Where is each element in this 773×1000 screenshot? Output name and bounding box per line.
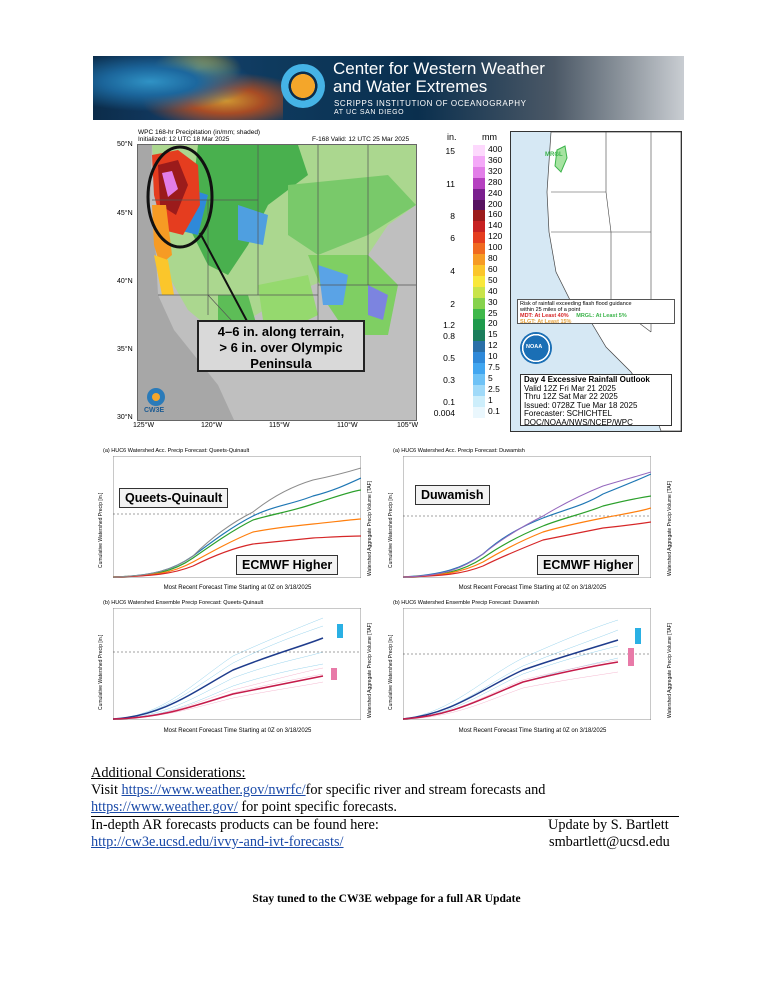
ero-info-title: Day 4 Excessive Rainfall Outlook xyxy=(524,375,650,384)
indepth-text: In-depth AR forecasts products can be found here: xyxy=(91,817,379,833)
colorbar-mm-label: 200 xyxy=(488,198,503,209)
colorbar-in-label: 0.3 xyxy=(443,374,455,385)
colorbar-mm-label: 240 xyxy=(488,187,503,198)
queets-ens-plot xyxy=(113,608,361,720)
update-by: Update by S. Bartlett xyxy=(548,817,669,833)
panel-queets-ens xyxy=(95,600,380,740)
colorbar-swatch xyxy=(473,167,485,178)
ero-legend-line2: within 25 miles of a point xyxy=(520,307,581,313)
panel-ylabel-left: Cumulative Watershed Precip [in.] xyxy=(388,634,394,710)
ero-mdt: MDT: At Least 40% xyxy=(520,313,569,319)
colorbar-swatch xyxy=(473,396,485,407)
colorbar-mm-label: 10 xyxy=(488,351,498,362)
lat-label: 45°N xyxy=(117,210,133,217)
panel-label: Duwamish xyxy=(415,485,490,505)
panel-ylabel-right: Watershed Aggregate Precip Volume [TAF] xyxy=(667,622,673,718)
colorbar-mm-label: 280 xyxy=(488,176,503,187)
colorbar-mm-label: 100 xyxy=(488,242,503,253)
colorbar-mm-label: 320 xyxy=(488,165,503,176)
colorbar-swatch xyxy=(473,341,485,352)
colorbar-mm-label: 80 xyxy=(488,253,498,263)
colorbar-swatch xyxy=(473,385,485,396)
colorbar-in-label: 4 xyxy=(450,265,455,276)
colorbar-mm-label: 0.1 xyxy=(488,405,500,416)
colorbar-swatch xyxy=(473,156,485,167)
lon-label: 105°W xyxy=(397,422,419,429)
colorbar-swatch xyxy=(473,319,485,330)
panel-duwamish-acc xyxy=(385,448,680,596)
ero-legend xyxy=(517,299,675,324)
point-forecast-text: for point specific forecasts. xyxy=(237,799,397,815)
panel-xlabel: Most Recent Forecast Time Starting at 0Z on 3/18/2025 xyxy=(458,585,607,591)
colorbar-in-label: 1.2 xyxy=(443,320,455,331)
map-valid: F-168 Valid: 12 UTC 25 Mar 2025 xyxy=(312,136,410,143)
colorbar-mm-label: 400 xyxy=(488,144,503,154)
colorbar-in-label: 0.5 xyxy=(443,353,455,364)
colorbar-swatch xyxy=(473,407,485,418)
visit-line xyxy=(91,782,545,799)
colorbar-mm-label: 140 xyxy=(488,220,503,231)
duwamish-ens-plot xyxy=(403,608,651,720)
colorbar-swatch xyxy=(473,210,485,221)
colorbar-swatch xyxy=(473,243,485,254)
panel-ylabel-left: Cumulative Watershed Precip [in.] xyxy=(388,492,394,568)
panel-xlabel: Most Recent Forecast Time Starting at 0Z on 3/18/2025 xyxy=(163,728,312,734)
visit-text: Visit xyxy=(91,782,122,798)
colorbar-unit-mm: mm xyxy=(482,132,497,142)
banner-org-line2: AT UC SAN DIEGO xyxy=(334,109,405,116)
stay-tuned: Stay tuned to the CW3E webpage for a full AR Update xyxy=(252,893,521,905)
panel-label: Queets-Quinault xyxy=(119,488,228,508)
panel-title: (b) HUC6 Watershed Ensemble Precip Forecast: Duwamish xyxy=(393,600,539,606)
colorbar-swatch xyxy=(473,330,485,341)
banner-org-line1: SCRIPPS INSTITUTION OF OCEANOGRAPHY xyxy=(334,99,527,108)
colorbar-mm-label: 15 xyxy=(488,329,498,340)
cw3e-logo-icon xyxy=(281,64,325,108)
colorbar-in-label: 0.1 xyxy=(443,396,455,407)
colorbar-mm-label: 120 xyxy=(488,231,503,242)
colorbar-swatch xyxy=(473,298,485,309)
cw3e-forecasts-link[interactable]: http://cw3e.ucsd.edu/ivvy-and-ivt-forecasts/ xyxy=(91,834,344,850)
colorbar-in-label: 0.8 xyxy=(443,331,455,342)
panel-ylabel-left: Cumulative Watershed Precip [in.] xyxy=(98,634,104,710)
colorbar-mm-label: 40 xyxy=(488,285,498,296)
colorbar-in-label: 6 xyxy=(450,233,455,244)
visit-text-2: for specific river and stream forecasts and xyxy=(305,782,546,798)
colorbar-swatch xyxy=(473,221,485,232)
ero-info-line: Forecaster: SCHICHTEL xyxy=(524,409,613,419)
colorbar-in-label: 15 xyxy=(445,146,455,156)
colorbar-swatch xyxy=(473,265,485,276)
banner-title-line1: Center for Western Weather xyxy=(333,59,545,78)
colorbar-swatch xyxy=(473,363,485,374)
panel-title: (b) HUC6 Watershed Ensemble Precip Forecast: Queets-Quinault xyxy=(103,600,264,606)
lon-label: 120°W xyxy=(201,422,223,429)
ero-legend-line1: Risk of rainfall exceeding flash flood guidance xyxy=(520,301,632,307)
callout-line2: > 6 in. over Olympic xyxy=(219,340,343,355)
lat-label: 40°N xyxy=(117,278,133,285)
colorbar-mm-label: 5 xyxy=(488,372,493,383)
cw3e-banner xyxy=(93,56,684,120)
point-forecast-line xyxy=(91,799,397,816)
ero-slgt: SLGT: At Least 15% xyxy=(520,319,572,325)
map-cw3e-logo: CW3E xyxy=(144,407,165,414)
panel-ylabel-right: Watershed Aggregate Precip Volume [TAF] xyxy=(667,480,673,576)
map-initialized: Initialized: 12 UTC 18 Mar 2025 xyxy=(138,136,230,143)
colorbar-mm-label: 12 xyxy=(488,340,498,351)
colorbar-swatch xyxy=(473,145,485,156)
precip-map-canvas xyxy=(137,144,417,421)
colorbar-in-label: 2 xyxy=(450,298,455,309)
panel-title: (a) HUC6 Watershed Acc. Precip Forecast: Queets-Quinault xyxy=(103,448,250,454)
nwrfc-link[interactable]: https://www.weather.gov/nwrfc/ xyxy=(121,782,306,798)
ero-info-line: Valid 12Z Fri Mar 21 2025 xyxy=(524,383,616,393)
ero-info-line: Issued: 0728Z Tue Mar 18 2025 xyxy=(524,400,638,410)
additional-considerations-heading: Additional Considerations: xyxy=(91,765,246,781)
lat-label: 30°N xyxy=(117,414,133,421)
excessive-rainfall-outlook xyxy=(510,131,682,432)
colorbar-mm-label: 60 xyxy=(488,263,498,274)
colorbar-swatch xyxy=(473,276,485,287)
colorbar-swatch xyxy=(473,254,485,265)
author-email: smbartlett@ucsd.edu xyxy=(549,834,670,850)
panel-xlabel: Most Recent Forecast Time Starting at 0Z on 3/18/2025 xyxy=(458,728,607,734)
panel-ylabel-right: Watershed Aggregate Precip Volume [TAF] xyxy=(367,622,373,718)
wpc-precip-map xyxy=(113,130,425,430)
lon-label: 115°W xyxy=(269,422,290,429)
callout-line3: Peninsula xyxy=(250,356,312,371)
colorbar-swatch xyxy=(473,352,485,363)
colorbar-mm-label: 25 xyxy=(488,307,498,318)
panel-badge: ECMWF Higher xyxy=(537,555,639,575)
precip-colorbar xyxy=(433,130,508,430)
colorbar-mm-label: 360 xyxy=(488,154,503,165)
ero-info-box xyxy=(520,374,672,426)
panel-duwamish-ens xyxy=(385,600,680,740)
ero-mrgl: MRGL: At Least 5% xyxy=(576,313,627,319)
weather-gov-link[interactable]: https://www.weather.gov/ xyxy=(91,799,238,815)
colorbar-unit-in: in. xyxy=(447,132,457,142)
lat-label: 50°N xyxy=(117,141,133,148)
colorbar-swatch xyxy=(473,374,485,385)
colorbar-swatch xyxy=(473,189,485,200)
panel-ylabel-right: Watershed Aggregate Precip Volume [TAF] xyxy=(367,480,373,576)
colorbar-mm-label: 160 xyxy=(488,209,503,220)
colorbar-mm-label: 1 xyxy=(488,394,493,405)
colorbar-mm-label: 20 xyxy=(488,318,498,329)
ero-info-line: Thru 12Z Sat Mar 22 2025 xyxy=(524,392,618,402)
colorbar-mm-label: 50 xyxy=(488,274,498,285)
colorbar-swatch xyxy=(473,232,485,243)
colorbar-in-label: 8 xyxy=(450,211,455,222)
colorbar-mm-label: 7.5 xyxy=(488,362,500,372)
ivt-line xyxy=(91,834,344,851)
noaa-logo-text: NOAA xyxy=(526,344,543,350)
panel-badge: ECMWF Higher xyxy=(236,555,338,575)
colorbar-swatch xyxy=(473,287,485,298)
panel-ylabel-left: Cumulative Watershed Precip [in.] xyxy=(98,492,104,568)
satellite-imagery xyxy=(93,56,283,120)
callout-line1: 4–6 in. along terrain, xyxy=(217,324,345,339)
colorbar-swatch xyxy=(473,178,485,189)
precip-callout xyxy=(197,320,365,372)
colorbar-in-label: 0.004 xyxy=(433,407,455,418)
banner-title-line2: and Water Extremes xyxy=(333,77,488,96)
lon-label: 110°W xyxy=(337,422,358,429)
panel-queets-acc xyxy=(95,448,380,596)
colorbar-mm-label: 2.5 xyxy=(488,383,500,394)
map-title: WPC 168-hr Precipitation (in/mm; shaded) xyxy=(138,129,261,136)
lat-label: 35°N xyxy=(117,346,133,353)
lon-label: 125°W xyxy=(133,422,155,429)
colorbar-swatch xyxy=(473,200,485,211)
ero-info-line: DOC/NOAA/NWS/NCEP/WPC xyxy=(524,417,633,427)
colorbar-mm-label: 30 xyxy=(488,296,498,307)
ero-mrgl-tag: MRGL xyxy=(545,152,563,158)
colorbar-in-label: 11 xyxy=(446,178,455,189)
precip-field xyxy=(138,145,416,420)
panel-title: (a) HUC6 Watershed Acc. Precip Forecast: Duwamish xyxy=(393,448,525,454)
colorbar-swatch xyxy=(473,309,485,320)
panel-xlabel: Most Recent Forecast Time Starting at 0Z on 3/18/2025 xyxy=(163,585,312,591)
